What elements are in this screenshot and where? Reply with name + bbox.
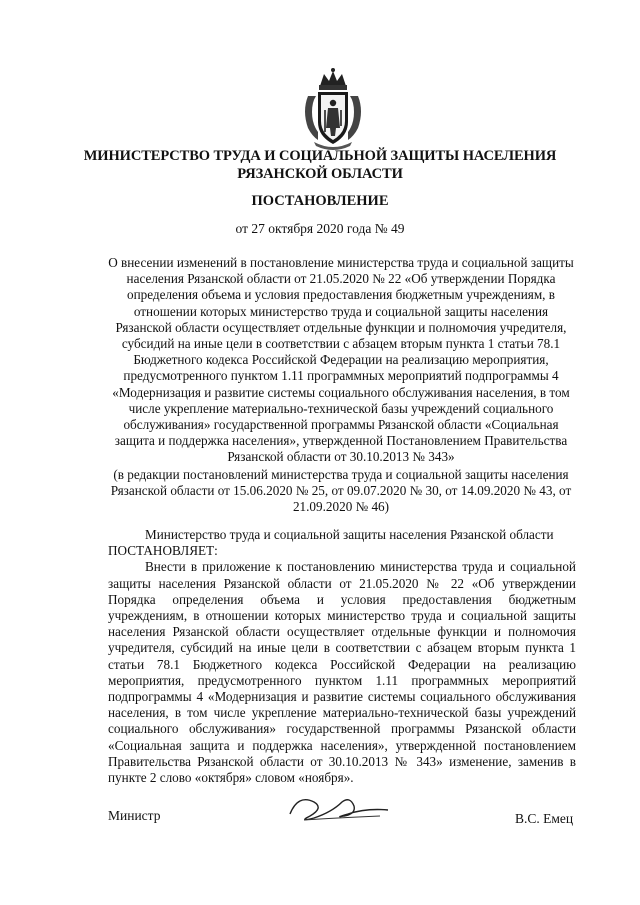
document-title: О внесении изменений в постановление министерства труда и социальной защиты населения Рязанской области от 21.05.2020 № 22 «Об утверждении Порядка определения объема и условия предоставления бюджетным учреждениям, в отношении которых министерство труда и социальной защиты населения Рязанской области осуществляет отдельные функции и полномочия учредителя, субсидий на иные цели в соответствии с абзацем вторым пункта 1 статьи 78.1 Бюджетного кодекса Российской Федерации на реализацию мероприятия, предусмотренного пунктом 1.11 программных мероприятий подпрограммы 4 «Модернизация и развитие системы социального обслуживания населения, в том числе укрепление материально-технической базы учреждений социального обслуживания» государственной программы Рязанской области «Социальная защита и поддержка населения», утвержденной Постановлением Правительства Рязанской области от 30.10.2013 № 343» — [108, 255, 574, 465]
document-body — [108, 527, 576, 786]
preamble-line2: ПОСТАНОВЛЯЕТ: — [108, 543, 218, 559]
coat-of-arms-icon — [300, 66, 366, 152]
handwritten-signature-icon — [284, 788, 394, 828]
document-type: ПОСТАНОВЛЕНИЕ — [251, 193, 389, 209]
preamble-line1: Министерство труда и социальной защиты населения Рязанской области — [145, 527, 554, 542]
body-paragraph: Внести в приложение к постановлению министерства труда и социальной защиты населения Рязанской области от 21.05.2020 № 22 «Об утверждении Порядка определения объема и условия предоставления бюджетным учреждениям, в отношении которых министерство труда и социальной защиты населения Рязанской области осуществляет отдельные функции и полномочия учредителя, субсидий на иные цели в соответствии с абзацем вторым пункта 1 статьи 78.1 Бюджетного кодекса Российской Федерации на реализацию мероприятия, предусмотренного пунктом 1.11 программных мероприятий подпрограммы 4 «Модернизация и развитие системы социального обслуживания населения, в том числе укрепление материально-технической базы учреждений социального обслуживания» государственной программы Рязанской области «Социальная защита и поддержка населения», утвержденной постановлением Правительства Рязанской области от 30.10.2013 № 343» изменение, заменив в пункте 2 слово «октября» словом «ноября». — [108, 559, 576, 786]
document-date-number: от 27 октября 2020 года № 49 — [235, 221, 405, 236]
organization-name-line2: РЯЗАНСКОЙ ОБЛАСТИ — [237, 166, 403, 182]
organization-name-line1: МИНИСТЕРСТВО ТРУДА И СОЦИАЛЬНОЙ ЗАЩИТЫ НАСЕЛЕНИЯ — [83, 148, 557, 164]
redaction-note: (в редакции постановлений министерства труда и социальной защиты населения Рязанской области от 15.06.2020 № 25, от 09.07.2020 № 30, от 14.09.2020 № 43, от 21.09.2020 № 46) — [110, 467, 572, 515]
signer-position: Министр — [108, 808, 161, 823]
signer-name: В.С. Емец — [515, 811, 574, 826]
